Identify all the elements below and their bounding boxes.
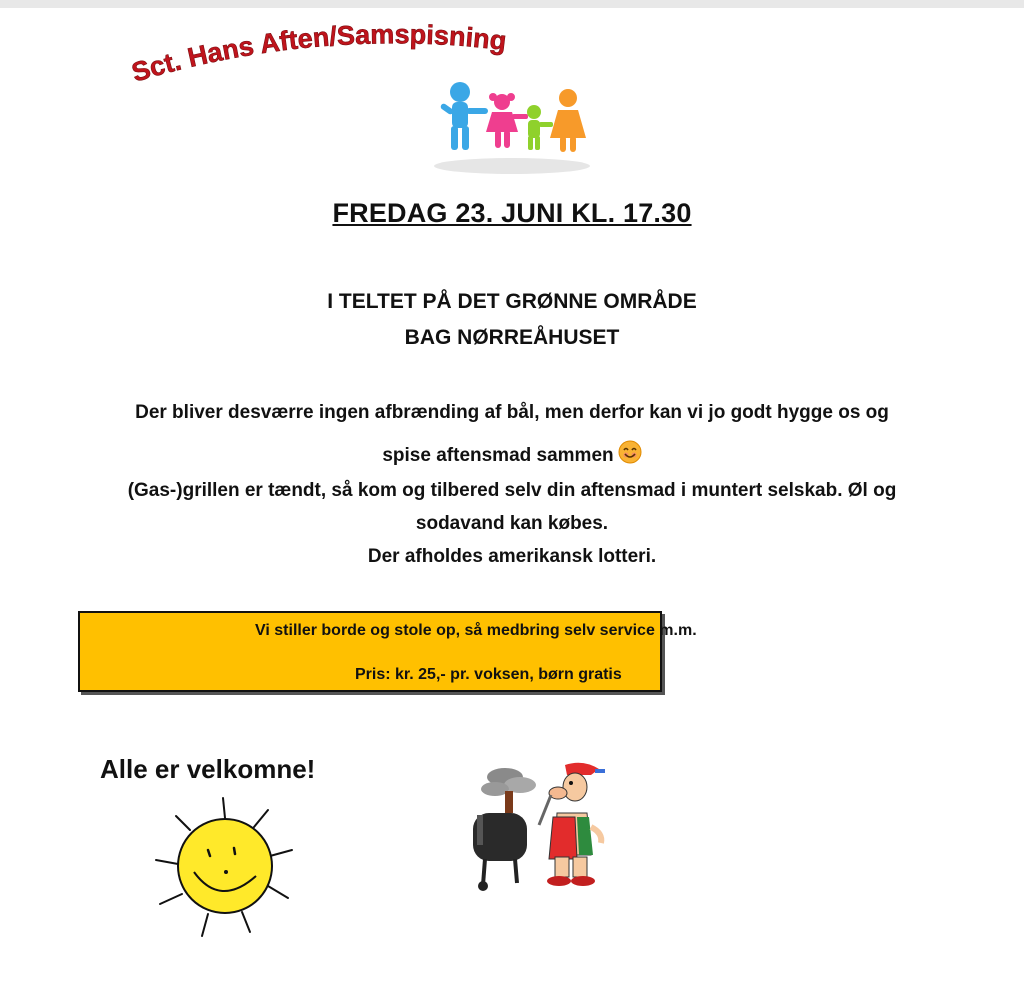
page-title-text: Sct. Hans Aften/Samspisning [128, 20, 509, 88]
notice-line-2: Pris: kr. 25,- pr. voksen, børn gratis [355, 666, 622, 683]
body-line-2: spise aftensmad sammen [382, 445, 614, 466]
welcome-text: Alle er velkomne! [100, 754, 316, 784]
body-line-3: (Gas-)grillen er tændt, så kom og tilbered selv din aftensmad i muntert selskab. Øl og [127, 480, 897, 501]
event-date-heading: FREDAG 23. JUNI KL. 17.30 [332, 198, 692, 228]
smiling-face-icon [618, 440, 642, 470]
body-line-5: Der afholdes amerikansk lotteri. [367, 546, 657, 567]
body-line-4: sodavand kan købes. [415, 513, 609, 534]
notice-line-1: Vi stiller borde og stole op, så medbring selv service m.m. [255, 622, 697, 639]
location-line-2: BAG NØRREÅHUSET [404, 326, 620, 349]
location-line-1: I TELTET PÅ DET GRØNNE OMRÅDE [327, 290, 697, 313]
top-bar [0, 0, 1024, 8]
grill-man-icon [465, 755, 615, 895]
body-line-2-wrap [60, 440, 964, 470]
children-holding-hands-icon [432, 80, 592, 180]
svg-text:Sct. Hans Aften/Samspisning [128, 20, 508, 88]
sun-icon [150, 790, 300, 940]
body-line-1: Der bliver desværre ingen afbrænding af bål, men derfor kan vi jo godt hygge os og [135, 402, 889, 423]
